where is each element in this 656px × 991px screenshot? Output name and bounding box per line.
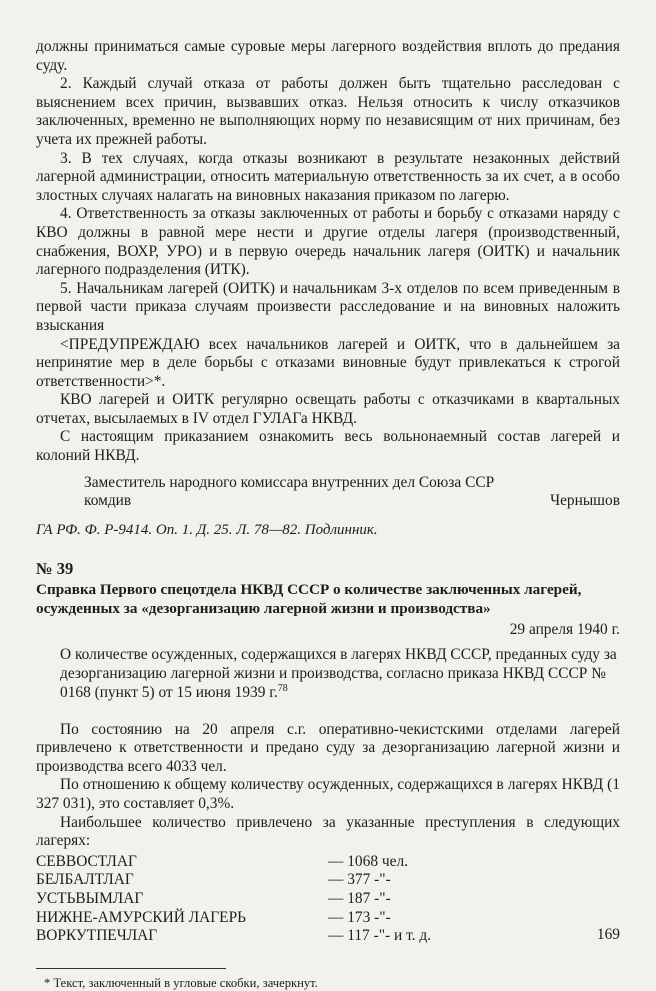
subject-footnote-ref: 78	[277, 682, 288, 694]
camp-count: — 1068 чел.	[328, 852, 408, 870]
document-subject	[36, 646, 620, 702]
document-page	[36, 38, 620, 991]
signature-name: Чернышов	[550, 492, 620, 510]
camp-name: НИЖНЕ-АМУРСКИЙ ЛАГЕРЬ	[36, 908, 246, 926]
camp-row	[36, 927, 620, 946]
camp-name: СЕВВОСТЛАГ	[36, 852, 137, 870]
paragraph-kvo-reports: КВО лагерей и ОИТК регулярно освещать работы с отказчиками в квартальных отчетах, высылаемых в IV отдел ГУЛАГа НКВД.	[36, 391, 620, 427]
camp-row	[36, 909, 620, 928]
paragraph-item-5: 5. Начальникам лагерей (ОИТК) и начальникам 3-х отделов по всем приведенным в первой части приказа случаям произвести расследование и на виновных наложить взыскания	[36, 279, 620, 334]
paragraph-acquaint: С настоящим приказанием ознакомить весь вольнонаемный состав лагерей и колоний НКВД.	[36, 428, 620, 465]
document-title: Справка Первого спецотдела НКВД СССР о количестве заключенных лагерей, осужденных за «дезорганизацию лагерной жизни и производства»	[36, 581, 582, 617]
document-date: 29 апреля 1940 г.	[509, 621, 620, 639]
document-number: № 39	[36, 559, 74, 579]
camp-count: — 377 -"-	[328, 871, 391, 889]
camp-name: ВОРКУТПЕЧЛАГ	[36, 927, 158, 945]
body-paragraph-list-intro: Наибольшее количество привлечено за указанные преступления в следующих лагерях:	[36, 813, 620, 850]
camp-count: — 117 -"- и т. д.	[328, 927, 432, 945]
body-paragraph-percent: По отношению к общему количеству осужденных, содержащихся в лагерях НКВД (1 327 031), это составляет 0,3%.	[36, 776, 620, 813]
footnote: * Текст, заключенный в угловые скобки, зачеркнут.	[44, 975, 318, 990]
signature-rank: комдив	[84, 492, 132, 510]
camp-name: УСТЬВЫМЛАГ	[36, 889, 144, 907]
paragraph-item-2: 2. Каждый случай отказа от работы должен быть тщательно расследован с выяснением всех причин, вызвавших отказ. Нельзя относить к числу отказчиков заключенных, временно не выполняющих норму по независящим от них причинам, без учета их прежней работы.	[36, 75, 620, 148]
document-subject-text: О количестве осужденных, содержащихся в лагерях НКВД СССР, преданных суду за дезорганизацию лагерной жизни и производства, согласно приказа НКВД СССР № 0168 (пункт 5) от 15 июня 1939 г.	[60, 646, 617, 701]
paragraph-item-3: 3. В тех случаях, когда отказы возникают в результате незаконных действий лагерной администрации, относить материальную ответственность за их счет, а в особо злостных случаях налагать на виновных наказания приказом по лагерю.	[36, 149, 620, 204]
camp-row	[36, 871, 620, 890]
camp-count: — 187 -"-	[328, 889, 391, 907]
archive-source: ГА РФ. Ф. Р-9414. Оп. 1. Д. 25. Л. 78—82. Подлинник.	[36, 521, 378, 538]
body-paragraph-total: По состоянию на 20 апреля с.г. оперативно-чекистскими отделами лагерей привлечено к ответственности и предано суду за дезорганизацию лагерной жизни и производства всего 4033 чел.	[36, 720, 620, 775]
signature-position: Заместитель народного комиссара внутренних дел Союза ССР	[84, 473, 495, 491]
paragraph-continuation: должны приниматься самые суровые меры лагерного воздействия вплоть до предания суду.	[36, 38, 620, 74]
footnote-divider	[36, 968, 226, 969]
paragraph-item-4: 4. Ответственность за отказы заключенных от работы и борьбу с отказами наряду с КВО должны в равной мере нести и другие отделы лагеря (производственный, снабжения, ВОХР, УРО) и в первую очередь начальник лагеря (ОИТК) и начальник лагерного подразделения (ИТК).	[36, 205, 620, 279]
page-number: 169	[596, 926, 620, 943]
paragraph-crossed-warning: <ПРЕДУПРЕЖДАЮ всех начальников лагерей и ОИТК, что в дальнейшем за непринятие мер в деле борьбы с отказами виновные будут привлекаться к строгой ответственности>*.	[36, 335, 620, 390]
camp-row	[36, 890, 620, 909]
camp-list	[36, 853, 620, 946]
camp-name: БЕЛБАЛТЛАГ	[36, 871, 134, 889]
camp-row	[36, 853, 620, 872]
signature-row	[36, 492, 620, 511]
camp-count: — 173 -"-	[328, 908, 391, 926]
